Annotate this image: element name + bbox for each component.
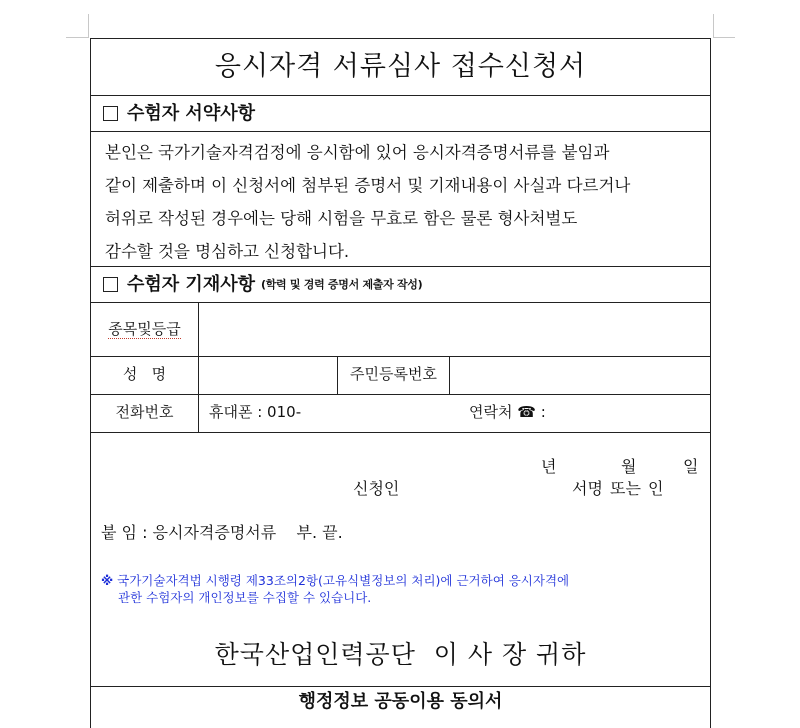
crop-mark-left-horizontal <box>66 37 88 38</box>
entry-section-header <box>91 266 710 302</box>
privacy-notice <box>101 572 569 606</box>
notice-asterisk-icon: ※ <box>101 573 114 588</box>
applicant-label: 신청인 <box>353 479 400 498</box>
addressee: 한국산업인력공단 이 사 장 귀하 <box>214 640 587 669</box>
crop-mark-left-vertical <box>88 14 89 38</box>
crop-mark-right-horizontal <box>713 37 735 38</box>
pledge-section-header <box>91 95 710 131</box>
mobile-field[interactable]: 휴대폰 : 010- <box>209 403 302 421</box>
date-day: 일 <box>683 457 699 476</box>
entry-heading-note: (학력 및 경력 증명서 제출자 작성) <box>260 277 423 291</box>
entry-heading: 수험자 기재사항 <box>127 273 255 295</box>
pledge-heading: 수험자 서약사항 <box>127 102 255 124</box>
contact-field[interactable]: 연락처 ☎ : <box>469 403 546 421</box>
name-label: 성 명 <box>122 365 167 383</box>
next-section-title: 행정정보 공동이용 동의서 <box>298 691 503 712</box>
pledge-text-block <box>91 131 710 266</box>
rrn-label: 주민등록번호 <box>350 365 437 383</box>
table-line <box>91 432 710 433</box>
crop-mark-right-vertical <box>713 14 714 38</box>
signature-label: 서명 또는 인 <box>572 479 664 498</box>
date-month: 월 <box>621 457 637 476</box>
checkbox-square-icon <box>103 106 118 121</box>
grade-label-cell <box>91 302 198 356</box>
pledge-line-3: 허위로 작성된 경우에는 당해 시험을 무효로 함은 물론 형사처벌도 <box>105 209 578 228</box>
form-title: 응시자격 서류심사 접수신청서 <box>214 51 587 82</box>
notice-line-1: 국가기술자격법 시행령 제33조의2항(고유식별정보의 처리)에 근거하여 응시자격에 <box>117 573 570 588</box>
notice-line-2: 관한 수험자의 개인정보를 수집할 수 있습니다. <box>118 590 372 605</box>
rrn-input-cell[interactable] <box>450 356 711 394</box>
pledge-line-2: 같이 제출하며 이 신청서에 첨부된 증명서 및 기재내용이 사실과 다르거나 <box>105 176 631 195</box>
application-form <box>90 38 711 728</box>
grade-label: 종목및등급 <box>108 320 181 338</box>
date-year: 년 <box>541 457 557 476</box>
grade-input-cell[interactable] <box>199 302 711 356</box>
pledge-line-4: 감수할 것을 명심하고 신청합니다. <box>105 242 350 261</box>
name-input-cell[interactable] <box>199 356 337 394</box>
pledge-line-1: 본인은 국가기술자격검정에 응시함에 있어 응시자격증명서류를 붙임과 <box>105 143 610 162</box>
phone-label: 전화번호 <box>115 403 174 421</box>
checkbox-square-icon <box>103 277 118 292</box>
attachment-line: 붙 임 : 응시자격증명서류 부. 끝. <box>101 523 343 542</box>
